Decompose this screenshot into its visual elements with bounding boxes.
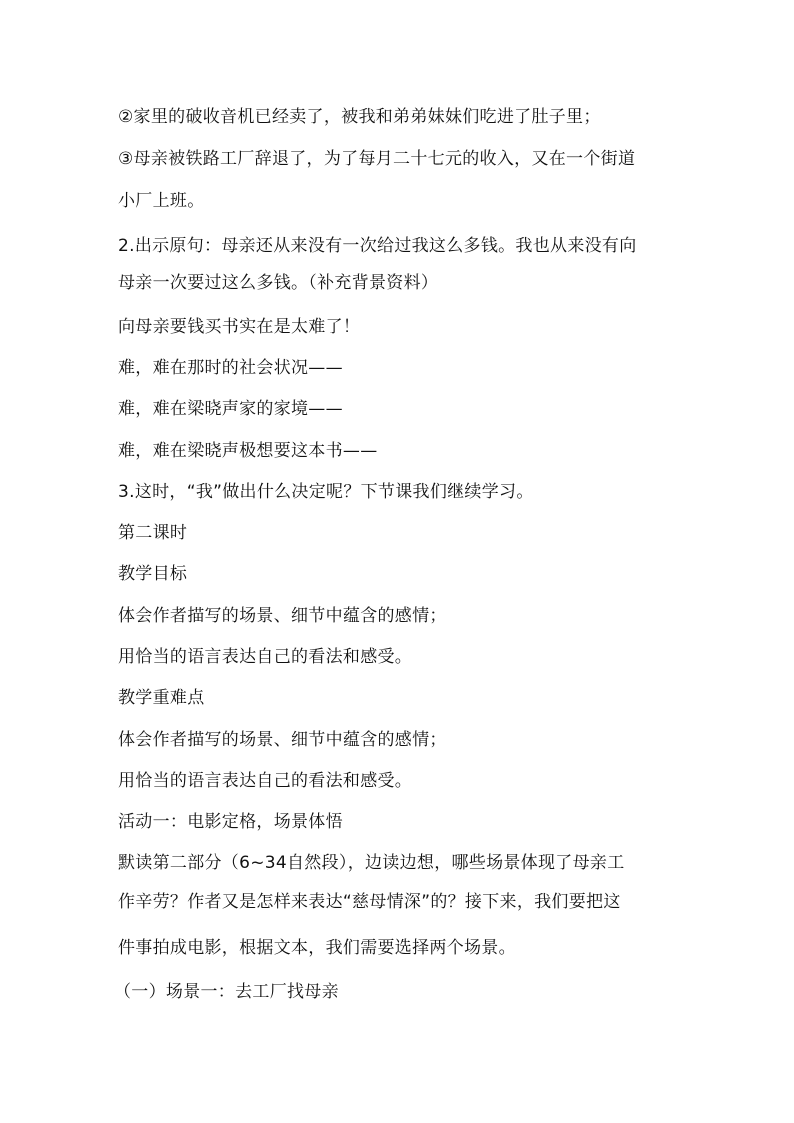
text-line: 小厂上班。 (118, 191, 205, 211)
text-line: 用恰当的语言表达自己的看法和感受。 (118, 647, 413, 667)
text-line: 用恰当的语言表达自己的看法和感受。 (118, 771, 413, 791)
text-line: 母亲一次要过这么多钱。（补充背景资料） (118, 273, 439, 293)
text-line: 难，难在梁晓声极想要这本书—— (118, 441, 378, 461)
text-line: 2.出示原句：母亲还从来没有一次给过我这么多钱。我也从来没有向 (118, 236, 637, 256)
text-line: ③母亲被铁路工厂辞退了，为了每月二十七元的收入，又在一个街道 (118, 149, 636, 169)
text-line: 体会作者描写的场景、细节中蕴含的感情； (118, 730, 447, 750)
text-line: 默读第二部分（6~34自然段），边读边想，哪些场景体现了母亲工 (118, 853, 625, 873)
text-line: 3.这时，“我”做出什么决定呢？下节课我们继续学习。 (118, 482, 534, 502)
section-title: 第二课时 (118, 523, 188, 543)
text-line: 难，难在梁晓声家的家境—— (118, 399, 343, 419)
text-line: 件事拍成电影，根据文本，我们需要选择两个场景。 (118, 938, 516, 958)
text-line: 作辛劳？作者又是怎样来表达“慈母情深”的？接下来，我们要把这 (118, 892, 621, 912)
text-line: 向母亲要钱买书实在是太难了！ (118, 317, 361, 337)
text-line: 体会作者描写的场景、细节中蕴含的感情； (118, 606, 447, 626)
heading: 教学目标 (118, 564, 188, 584)
subsection-title: （一）场景一：去工厂找母亲 (114, 982, 339, 1002)
text-line: 难，难在那时的社会状况—— (118, 358, 343, 378)
text-line: ②家里的破收音机已经卖了，被我和弟弟妹妹们吃进了肚子里； (118, 107, 601, 127)
activity-title: 活动一：电影定格，场景体悟 (118, 812, 343, 832)
heading: 教学重难点 (118, 688, 205, 708)
